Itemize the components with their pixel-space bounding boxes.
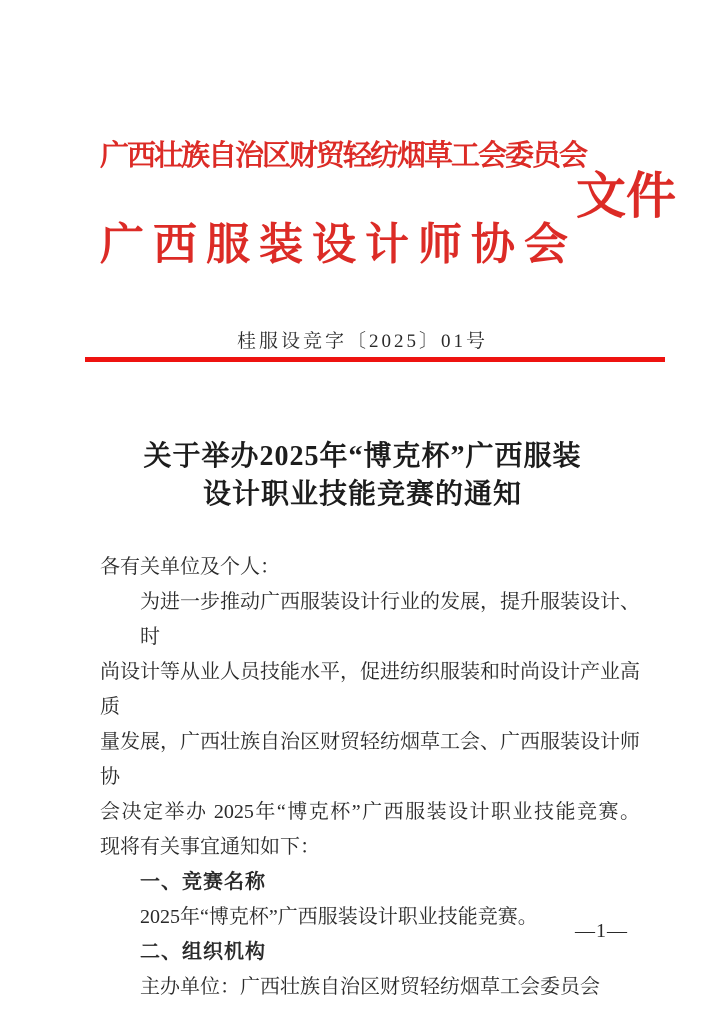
paragraph-line: 为进一步推动广西服装设计行业的发展，提升服装设计、时: [140, 591, 640, 648]
paragraph-line: 会决定举办 2025年“博克杯”广西服装设计职业技能竞赛。: [100, 801, 640, 823]
page-number: —1—: [575, 920, 628, 942]
notice-title-line1: 关于举办2025年“博克杯”广西服装: [143, 441, 582, 472]
letterhead-org-primary: 广西壮族自治区财贸轻纺烟草工会委员会: [100, 140, 587, 172]
paragraph-line: 量发展，广西壮族自治区财贸轻纺烟草工会、广西服装设计师协: [100, 731, 640, 788]
paragraph-line: 现将有关事宜通知如下：: [100, 836, 320, 858]
notice-title: [0, 438, 725, 514]
paragraph-line: 尚设计等从业人员技能水平，促进纺织服装和时尚设计产业高质: [100, 661, 640, 718]
letterhead-org-secondary: 广西服装设计师协会: [100, 220, 577, 269]
notice-title-line2: 设计职业技能竞赛的通知: [202, 479, 522, 510]
red-separator-rule: [85, 357, 665, 362]
document-reference-number: 桂服设竞字〔2025〕01号: [236, 331, 488, 352]
salutation-line: 各有关单位及个人：: [100, 556, 280, 578]
notice-body: [100, 550, 640, 1005]
competition-name-text: 2025年“博克杯”广西服装设计职业技能竞赛。: [140, 906, 538, 928]
section-heading-competition-name: 一、竞赛名称: [140, 871, 266, 893]
section-heading-organization: 二、组织机构: [140, 941, 266, 963]
organizer-line: 主办单位：广西壮族自治区财贸轻纺烟草工会委员会: [140, 976, 600, 998]
letterhead-document-word: 文件: [576, 168, 676, 224]
